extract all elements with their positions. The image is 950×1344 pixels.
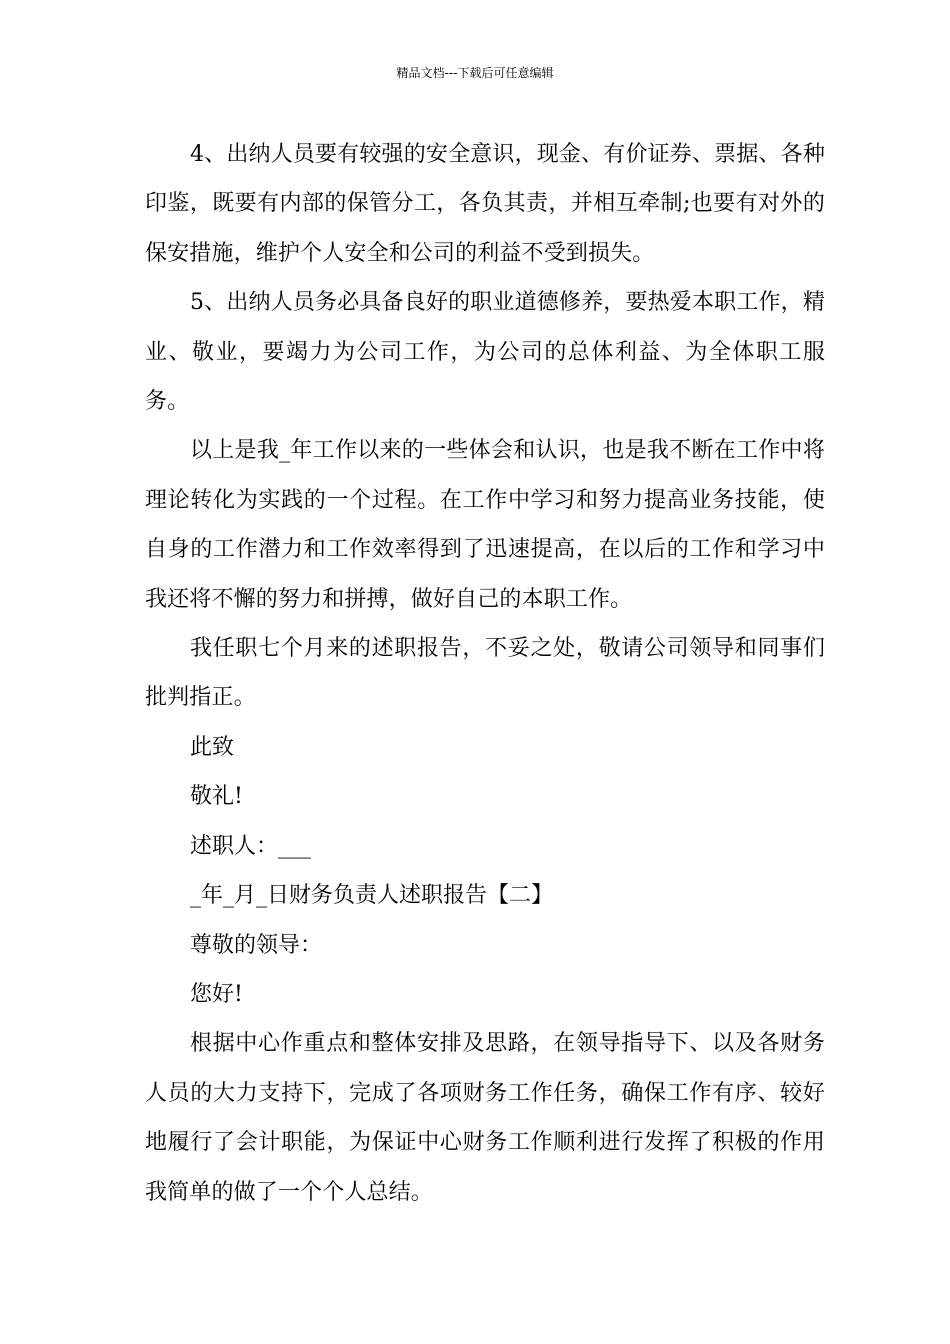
paragraph-experience-summary: 以上是我_年工作以来的一些体会和认识，也是我不断在工作中将理论转化为实践的一个过程。在工作中学习和努力提高业务技能，使自身的工作潜力和工作效率得到了迅速提高，在以后的工作和学习中我还将不懈的努力和拼搏，做好自己的本职工作。: [145, 438, 825, 612]
closing-salute: 此致: [190, 734, 235, 760]
greeting-line: 尊敬的领导：: [190, 932, 323, 958]
page-header: 精品文档---下载后可任意编辑: [396, 66, 554, 80]
document-body: [145, 130, 825, 1217]
signature-line: 述职人：___: [190, 833, 312, 859]
closing-respect: 敬礼!: [190, 784, 243, 810]
paragraph-cashier-ethics: 5、出纳人员务必具备良好的职业道德修养，要热爱本职工作，精业、敬业，要竭力为公司工作，为公司的总体利益、为全体职工服务。: [145, 290, 825, 415]
paragraph-finance-work-summary: 根据中心作重点和整体安排及思路，在领导指导下、以及各财务人员的大力支持下，完成了各项财务工作任务，确保工作有序、较好地履行了会计职能，为保证中心财务工作顺利进行发挥了积极的作用我简单的做了一个个人总结。: [145, 1031, 825, 1205]
paragraph-cashier-security: 4、出纳人员要有较强的安全意识，现金、有价证券、票据、各种印鉴，既要有内部的保管分工，各负其责，并相互牵制;也要有对外的保安措施，维护个人安全和公司的利益不受到损失。: [145, 142, 825, 266]
paragraph-report-conclusion: 我任职七个月来的述职报告，不妥之处，敬请公司领导和同事们批判指正。: [145, 636, 825, 711]
hello-line: 您好!: [190, 981, 243, 1007]
date-and-section-title: _年_月_日财务负责人述职报告【二】: [190, 883, 554, 909]
